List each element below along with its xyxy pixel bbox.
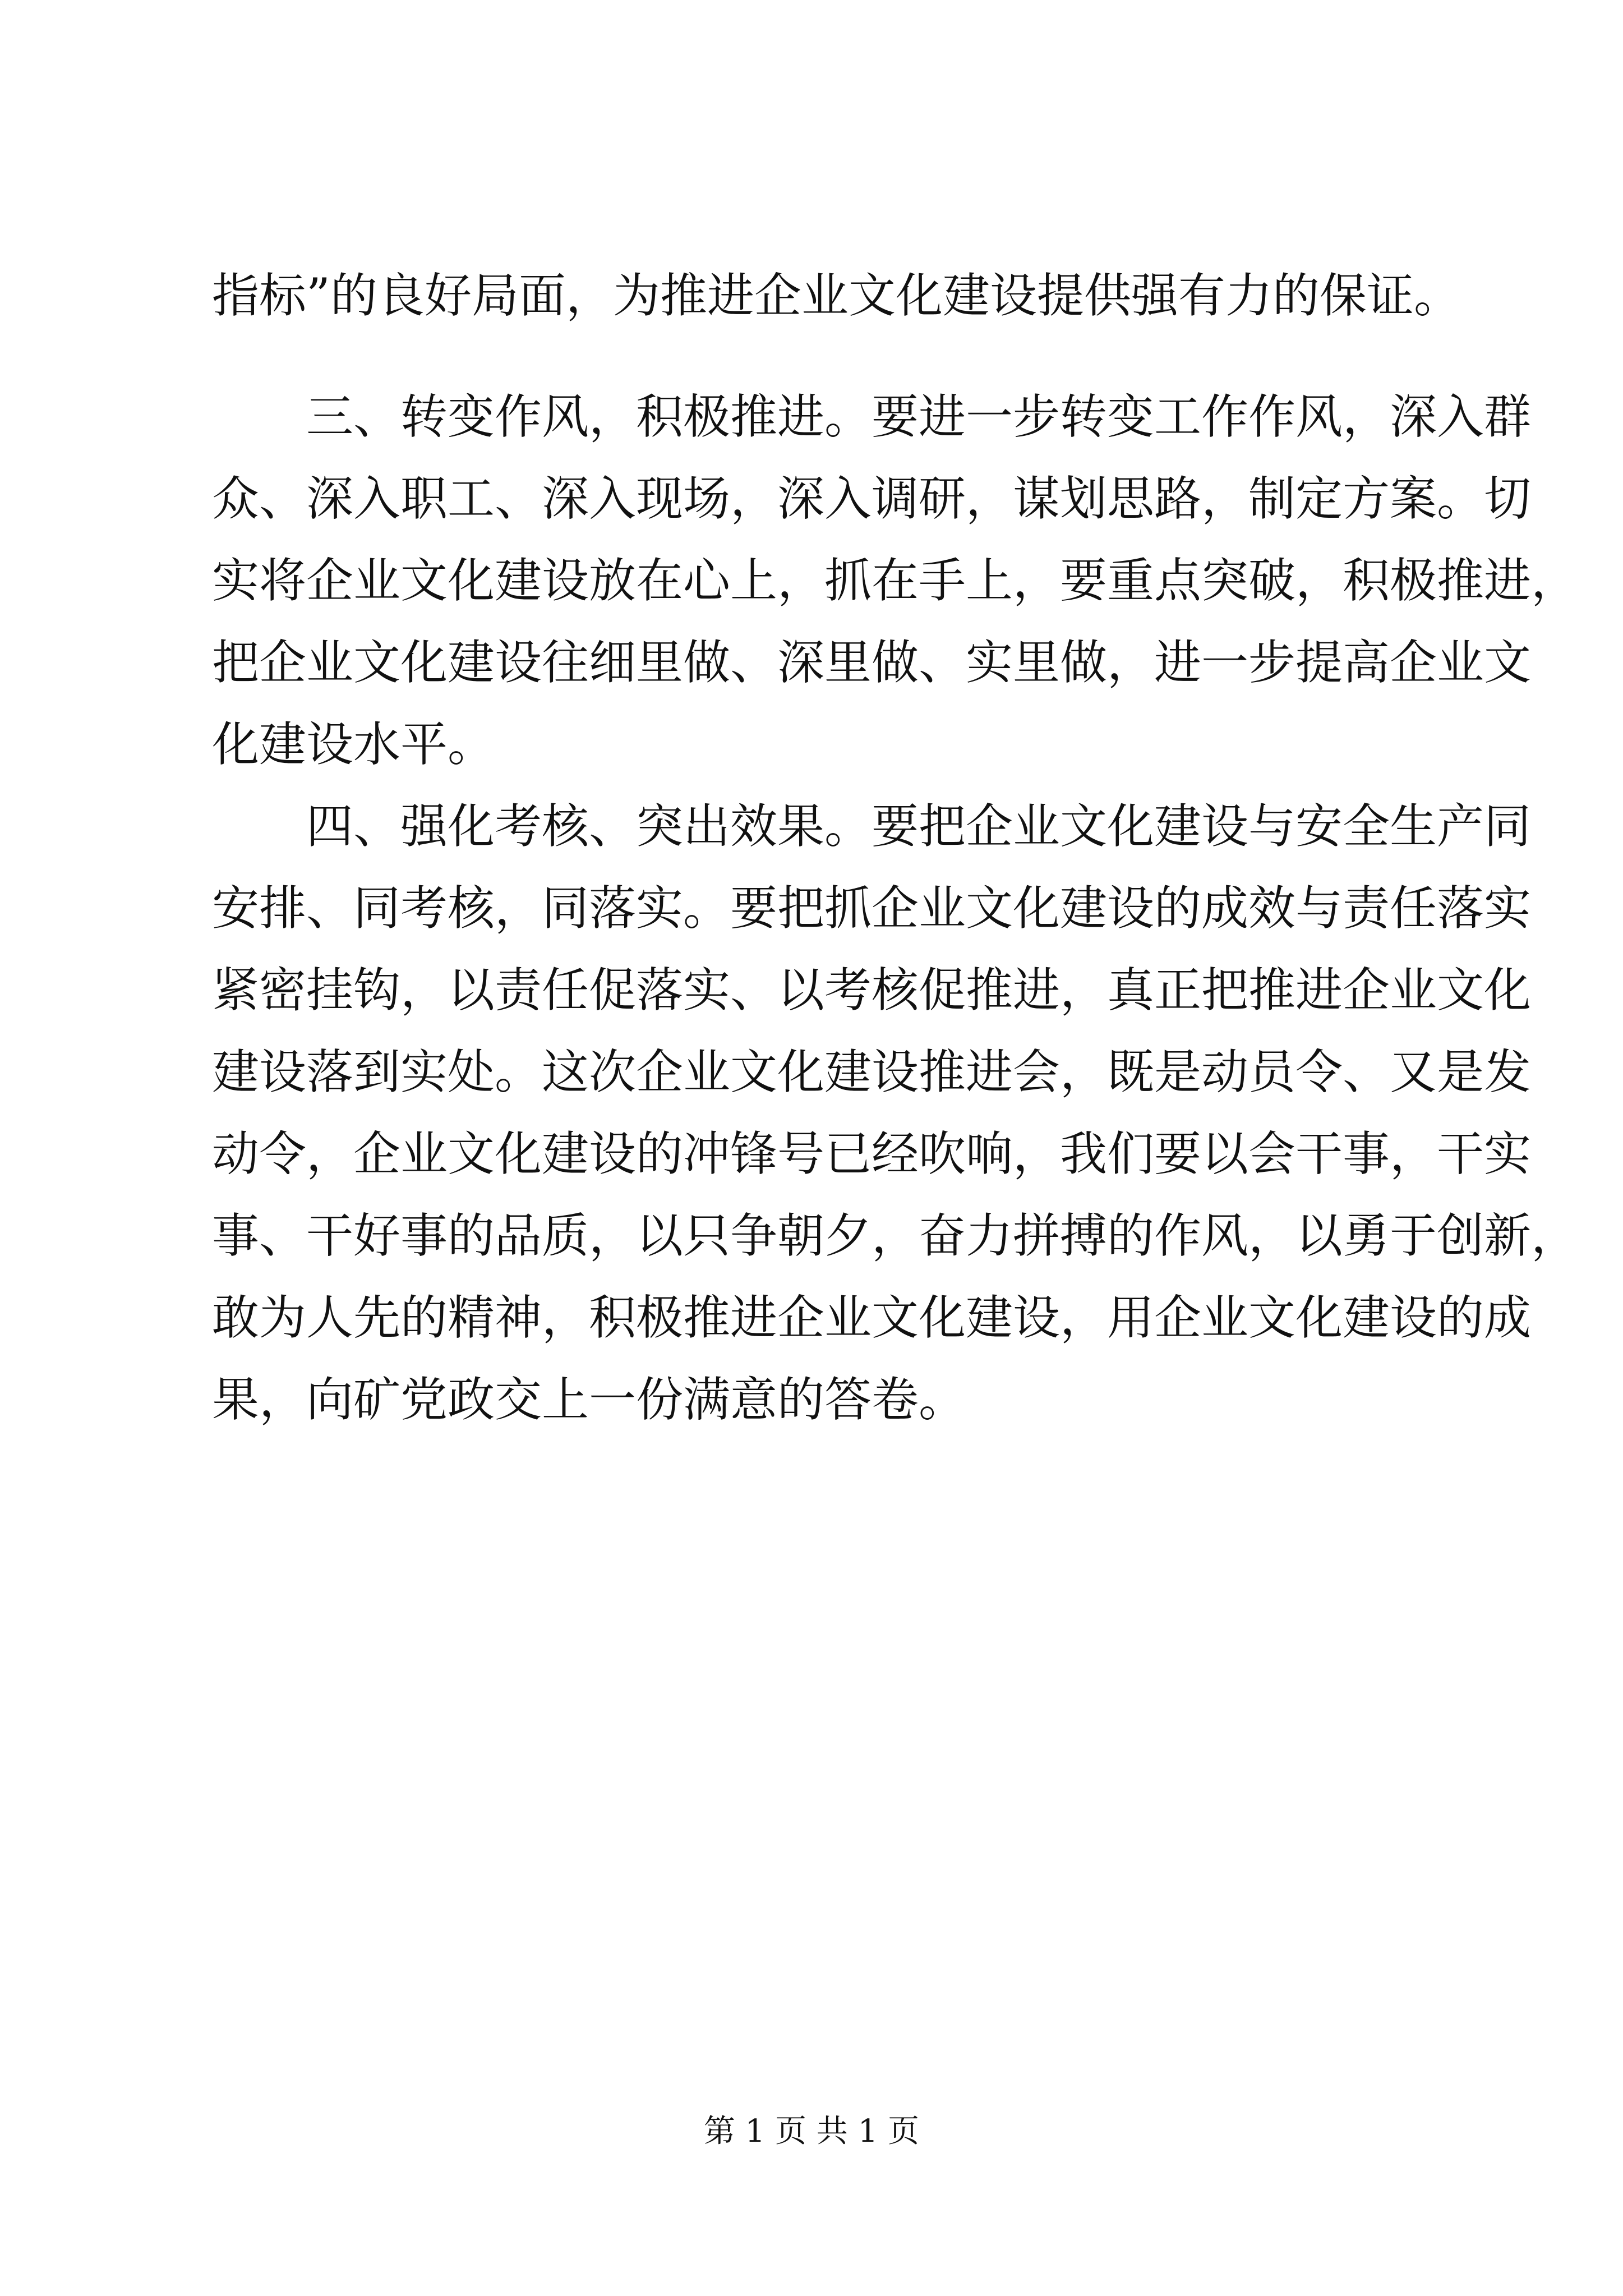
body-line-6: 化建设水平。 bbox=[212, 717, 495, 772]
body-line-1: 指标”的良好局面，为推进企业文化建设提供强有力的保证。 bbox=[212, 268, 1461, 323]
body-line-11: 动令，企业文化建设的冲锋号已经吹响，我们要以会干事，干实 bbox=[212, 1126, 1532, 1181]
section-4-heading-line: 四、强化考核、突出效果。要把企业文化建设与安全生产同 bbox=[306, 799, 1532, 854]
body-line-14: 果，向矿党政交上一份满意的答卷。 bbox=[212, 1372, 966, 1427]
body-line-5: 把企业文化建设往细里做、深里做、实里做，进一步提高企业文 bbox=[212, 635, 1532, 690]
body-line-12: 事、干好事的品质，以只争朝夕，奋力拼搏的作风，以勇于创新， bbox=[212, 1208, 1579, 1263]
body-line-8: 安排、同考核，同落实。要把抓企业文化建设的成效与责任落实 bbox=[212, 881, 1532, 936]
body-line-3: 众、深入职工、深入现场，深入调研，谋划思路，制定方案。切 bbox=[212, 471, 1532, 526]
body-line-9: 紧密挂钩，以责任促落实、以考核促推进，真正把推进企业文化 bbox=[212, 963, 1532, 1018]
page-number-footer: 第 1 页 共 1 页 bbox=[703, 2113, 920, 2150]
body-line-13: 敢为人先的精神，积极推进企业文化建设，用企业文化建设的成 bbox=[212, 1290, 1532, 1345]
body-line-4: 实将企业文化建设放在心上，抓在手上，要重点突破，积极推进， bbox=[212, 553, 1579, 608]
body-line-10: 建设落到实处。这次企业文化建设推进会，既是动员令、又是发 bbox=[212, 1045, 1532, 1099]
section-3-heading-line: 三、转变作风，积极推进。要进一步转变工作作风，深入群 bbox=[306, 389, 1532, 444]
